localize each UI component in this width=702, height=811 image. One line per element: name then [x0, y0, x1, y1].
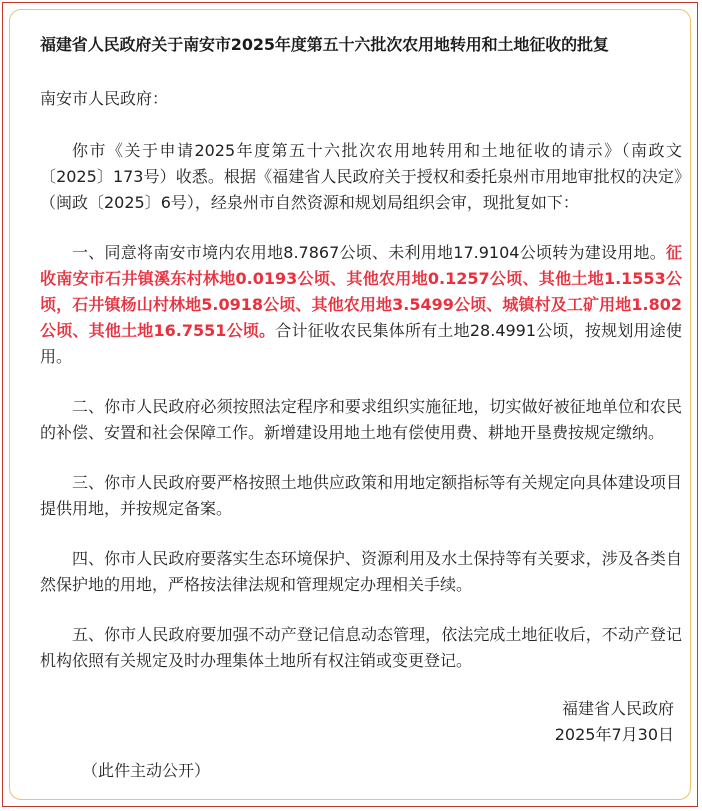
- paragraph-registration: 五、你市人民政府要加强不动产登记信息动态管理，依法完成土地征收后，不动产登记机构依照有关规定及时办理集体土地所有权注销或变更登记。: [40, 625, 682, 670]
- document-card: [9, 9, 691, 800]
- document-body: [40, 34, 682, 784]
- signature-org: 福建省人民政府: [561, 699, 674, 718]
- paragraph-compensation: 二、你市人民政府必须按照法定程序和要求组织实施征地，切实做好被征地单位和农民的补偿、安置和社会保障工作。新增建设用地土地有偿使用费、耕地开垦费按规定缴纳。: [40, 397, 682, 442]
- paragraph-land-supply: 三、你市人民政府要严格按照土地供应政策和用地定额指标等有关规定向具体建设项目提供用地，并按规定备案。: [40, 473, 682, 518]
- expropriation-highlight: 征收南安市石井镇溪东村林地0.0193公顷、其他农用地0.1257公顷、其他土地1.1553公顷，石井镇杨山村林地5.0918公顷、其他农用地3.5499公顷、城镇村及工矿用地1.802公顷、其他土地16.7551公顷。: [40, 243, 682, 340]
- paragraph-environment: 四、你市人民政府要落实生态环境保护、资源利用及水土保持等有关要求，涉及各类自然保护地的用地，严格按法律法规和管理规定办理相关手续。: [40, 549, 682, 594]
- signature-block: [40, 696, 682, 748]
- paragraph-approval: [40, 240, 682, 370]
- document-title: 福建省人民政府关于南安市2025年度第五十六批次农用地转用和土地征收的批复: [40, 35, 609, 54]
- approval-text-start: 一、同意将南安市境内农用地8.7867公顷、未利用地17.9104公顷转为建设用地。: [72, 243, 666, 262]
- approval-text-end: 合计征收农民集体所有土地28.4991公顷，按规划用途使用。: [40, 321, 682, 366]
- signature-date: 2025年7月30日: [554, 725, 674, 744]
- paragraph-intro: 你市《关于申请2025年度第五十六批次农用地转用和土地征收的请示》（南政文〔2025〕173号）收悉。根据《福建省人民政府关于授权和委托泉州市用地审批权的决定》（闽政〔2025〕6号），经泉州市自然资源和规划局组织会审，现批复如下：: [40, 141, 682, 212]
- disclosure-note: （此件主动公开）: [82, 761, 211, 780]
- salutation: 南安市人民政府：: [40, 89, 169, 108]
